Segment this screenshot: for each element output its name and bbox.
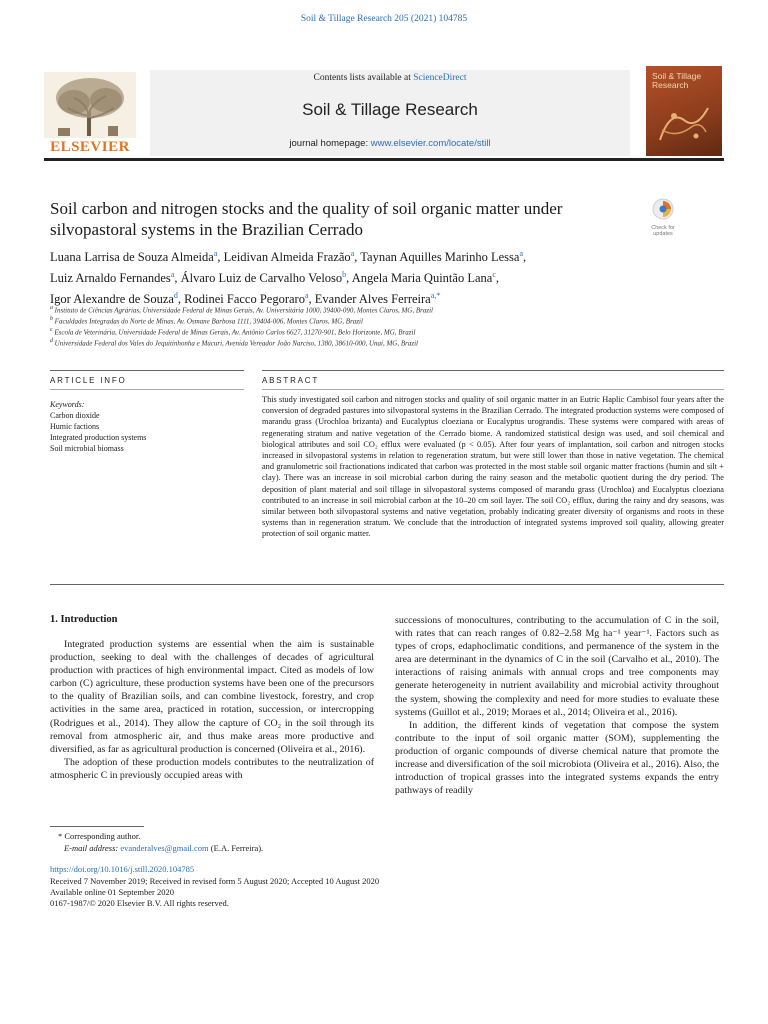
body-column-left [50,638,374,782]
article-title: Soil carbon and nitrogen stocks and the quality of soil organic matter under silvopastoral systems in the Brazilian Cerrado [50,199,563,239]
publisher-name: ELSEVIER [50,139,130,155]
author: Taynan Aquilles Marinho Lessa$^a$, [360,249,527,265]
email-label: E-mail address: [64,843,121,853]
cover-title: Soil & Tillage Research [652,71,702,90]
available-online: Available online 01 September 2020 [50,887,175,897]
affiliation: $^a$ Instituto de Ciências Agrárias, Universidade Federal de Minas Gerais, Av. Universitária 1000, 39400-090, Montes Claros, MG, Brazil [50,305,433,315]
journal-header [150,70,630,156]
paragraph: Integrated production systems are essential when the aim is sustainable production, seeking to deal with the challenges of decades of agricultural production with practices of high environmental impact. Cited as models of low carbon (C) agriculture, these production systems have been one of the precursors to the quality of Brazilian soils, and can combine livestock, forestry, and crop activities in the same area, practiced in rotation, succession, or intercropping (Rodrigues et al., 2014). They allow the capture of CO₂ in the soil through its removal from atmospheric air, and thus make areas more productive and diversified, as far as agricultural production is concerned (Oliveira et al., 2016). [50,639,374,755]
keywords-label: Keywords: [50,400,85,409]
sciencedirect-link[interactable]: ScienceDirect [413,73,467,83]
email-suffix: (E.A. Ferreira). [208,843,264,853]
check-for-updates-icon [652,198,674,220]
doi-link[interactable]: https://doi.org/10.1016/j.still.2020.104785 [50,864,195,874]
author: Luana Larrisa de Souza Almeida$^a$, [50,249,224,265]
keyword-list [50,410,146,454]
author: Álvaro Luiz de Carvalho Veloso$^b$, [180,270,352,286]
email-link[interactable]: evanderalves@gmail.com [120,843,209,853]
affiliation: $^b$ Faculdades Integradas do Norte de Minas, Av. Osmane Barbosa 1111, 39404-006, Montes Claros, MG, Brazil [50,316,363,326]
article-info-top-rule [50,370,244,371]
section-heading-introduction: 1. Introduction [50,614,118,625]
article-info-sub-rule [50,389,244,390]
corresponding-author-note: * Corresponding author. [58,831,141,841]
check-for-updates-badge[interactable] [646,198,680,237]
header-rule [44,158,724,161]
body-column-right [395,614,719,797]
footnote-rule [50,826,144,827]
author: Leidivan Almeida Frazão$^a$, [223,249,361,265]
abstract-heading: ABSTRACT [262,376,320,385]
keyword: Soil microbial biomass [50,444,124,453]
affiliation: $^d$ Universidade Federal dos Vales do Jequitinhonha e Mucuri, Avenida Vereador João Narciso, 1380, 38610-000, Unaí, MG, Brazil [50,338,418,348]
cover-artwork [656,100,712,146]
author: Angela Maria Quintão Lana$^c$, [351,270,499,286]
paragraph: successions of monocultures, contributing to the accumulation of C in the soil, with rates that can reach ranges of 0.82–2.58 Mg ha⁻¹ year⁻¹. Factors such as types of crops, edaphoclimatic conditions, and permanence of the system in the area are determinant in the dynamics of C in the soil (Carvalho et al., 2010). The interactions of raising animals with annual crops and tree components may generate heterogeneity in nutrient availability and microbial activity throughout the system, showing the complexity and need for more studies to evaluate these systems (Guillot et al., 2019; Moraes et al., 2014; Oliveira et al., 2016). [395,615,719,718]
paragraph: The adoption of these production models contributes to the neutralization of atmospheric C in previously occupied areas with [50,756,374,781]
received-dates: Received 7 November 2019; Received in revised form 5 August 2020; Accepted 10 August 2020 [50,876,380,886]
author: Igor Alexandre de Souza$^d$, [50,291,185,307]
abstract-top-rule [262,370,724,371]
abstract-text: This study investigated soil carbon and nitrogen stocks and quality of soil organic matter in an Eutric Haplic Cambisol four years after the conversion of degraded pastures into silvopastoral systems in the Brazilian Cerrado. The integrated production systems were composed of marandu grass (Urochloa brizanta) and Eucalyptus cloeziana or Eucalyptus urograndis. These systems were compared with areas of regenerating stratum and native vegetation of the Cerrado biome. A randomized statistical design was used, and soil chemical and biological attributes and soil CO₂ efflux were evaluated (p < 0.05). After four years of implantation, soil carbon and nitrogen stocks increased in silvopastoral systems in relation to regeneration stratum, but were still lower than those in native vegetation. The chemical and granulometric soil fractionations indicated that carbon was protected in the most stable soil organic matter fractions (humin and silt + clay). There was an increase in soil microbial carbon during the rainy season and the metabolic quotient during the dry period. The deposition of plant material and soil tillage in silvopastoral systems composed of marandu grass (Urochloa) and Eucalyptus cloeziana contributed to an increase in soil microbial carbon at the 10–20 cm soil layer. The soil CO₂ efflux, during the rainy and dry seasons, was similar between both silvopastoral systems and native vegetation, probably indicating greater diversity of organisms and roots in these systems than in regeneration stratum. We conclude that the introduction of integrated systems improved soil quality, allowing greater protection of soil organic matter. [262,395,724,539]
abstract-sub-rule [262,389,724,390]
journal-homepage-link[interactable]: www.elsevier.com/locate/still [370,138,491,149]
paragraph: In addition, the different kinds of vegetation that compose the system contribute to the input of soil organic matter (SOM), supplementing the production of organic compounds of diverse chemical nature that promote the increase and diversification of the soil microbiota (Oliveira et al., 2016). Also, the introduction of tropical grasses into the integrated systems expands the entry pathways of readily [395,719,719,797]
email-line [64,843,263,854]
homepage-line [150,138,630,149]
author: Luiz Arnaldo Fernandes$^a$, [50,270,181,286]
author: Rodinei Facco Pegoraro$^a$, [184,291,315,307]
journal-cover[interactable] [646,66,722,156]
author-list [50,245,690,308]
check-for-updates-label: Check for updates [651,225,675,237]
abstract-bottom-rule [50,584,724,585]
copyright: 0167-1987/© 2020 Elsevier B.V. All rights reserved. [50,898,229,908]
homepage-prefix: journal homepage: [289,138,371,149]
journal-citation[interactable]: Soil & Tillage Research 205 (2021) 104785 [300,14,468,24]
keyword: Humic factions [50,422,100,431]
keyword: Integrated production systems [50,433,147,442]
contents-line [150,73,630,83]
article-info-heading: ARTICLE INFO [50,376,127,385]
keyword: Carbon dioxide [50,411,100,420]
affiliation: $^c$ Escola de Veterinária, Universidade Federal de Minas Gerais, Av. Antônio Carlos 6627, 31270-901, Belo Horizonte, MG, Brazil [50,327,416,337]
contents-prefix: Contents lists available at [313,73,414,83]
journal-name: Soil & Tillage Research [302,100,478,119]
corresponding-author[interactable]: Evander Alves Ferreira$^{a,*}$ [314,291,441,307]
